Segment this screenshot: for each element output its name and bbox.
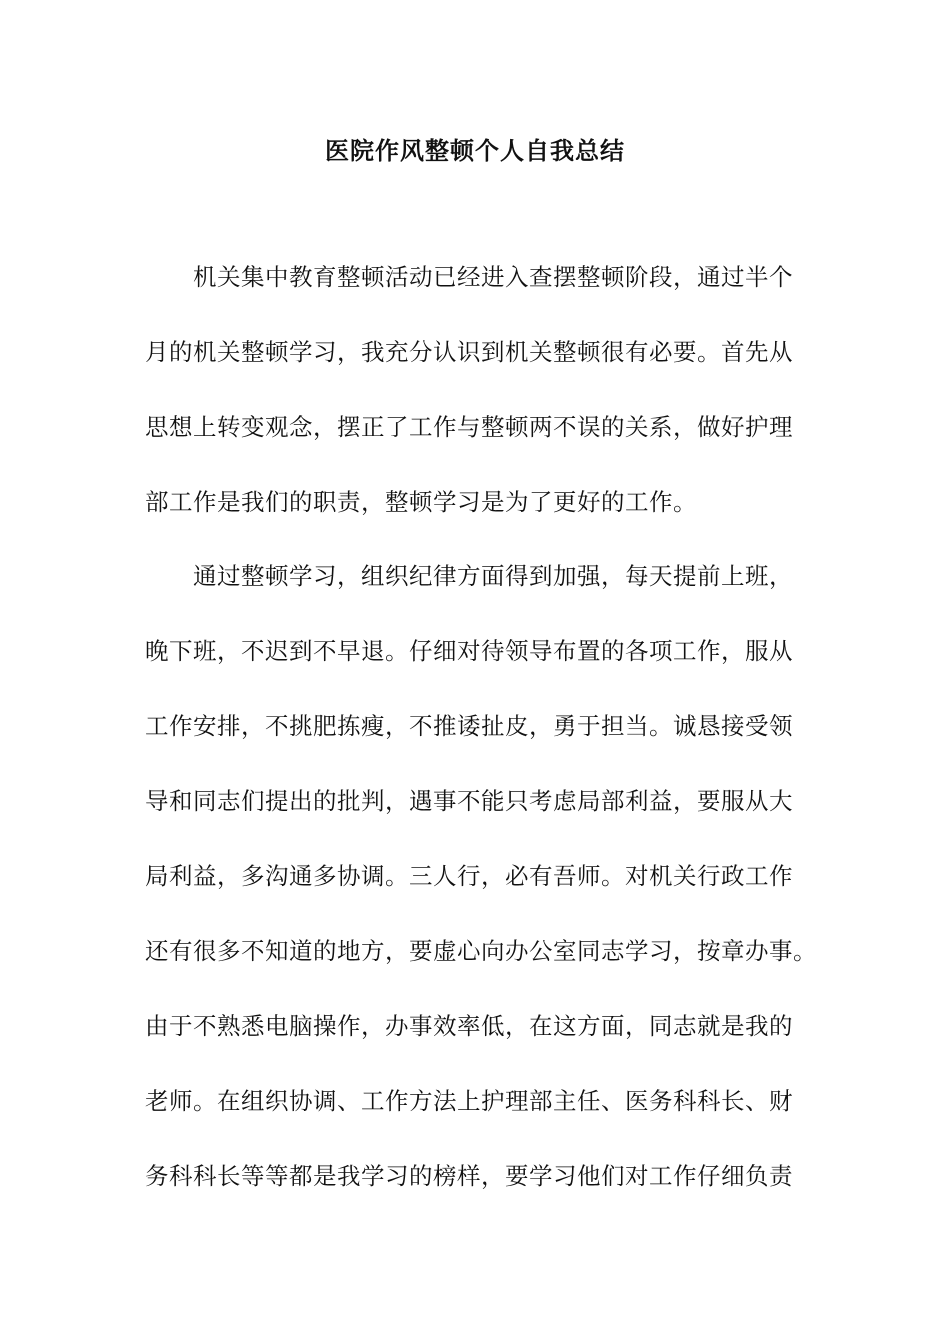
paragraph-2-line-1: 通过整顿学习，组织纪律方面得到加强，每天提前上班， [193, 562, 793, 590]
paragraph-1-line-3: 思想上转变观念，摆正了工作与整顿两不误的关系，做好护理 [145, 413, 793, 441]
paragraph-2-line-9: 务科科长等等都是我学习的榜样，要学习他们对工作仔细负责 [145, 1162, 793, 1190]
paragraph-2-line-4: 导和同志们提出的批判，遇事不能只考虑局部利益，要服从大 [145, 787, 793, 815]
paragraph-2-line-8: 老师。在组织协调、工作方法上护理部主任、医务科科长、财 [145, 1087, 793, 1115]
paragraph-1-line-4: 部工作是我们的职责，整顿学习是为了更好的工作。 [145, 488, 697, 516]
paragraph-2-line-6: 还有很多不知道的地方，要虚心向办公室同志学习，按章办事。 [145, 937, 817, 965]
document-title: 医院作风整顿个人自我总结 [325, 136, 625, 165]
paragraph-2-line-7: 由于不熟悉电脑操作，办事效率低，在这方面，同志就是我的 [145, 1012, 793, 1040]
paragraph-2-line-5: 局利益，多沟通多协调。三人行，必有吾师。对机关行政工作 [145, 862, 793, 890]
paragraph-1-line-2: 月的机关整顿学习，我充分认识到机关整顿很有必要。首先从 [145, 338, 793, 366]
paragraph-2-line-3: 工作安排，不挑肥拣瘦，不推诿扯皮，勇于担当。诚恳接受领 [145, 712, 793, 740]
paragraph-2-line-2: 晚下班，不迟到不早退。仔细对待领导布置的各项工作，服从 [145, 637, 793, 665]
paragraph-1-line-1: 机关集中教育整顿活动已经进入查摆整顿阶段，通过半个 [193, 263, 793, 291]
